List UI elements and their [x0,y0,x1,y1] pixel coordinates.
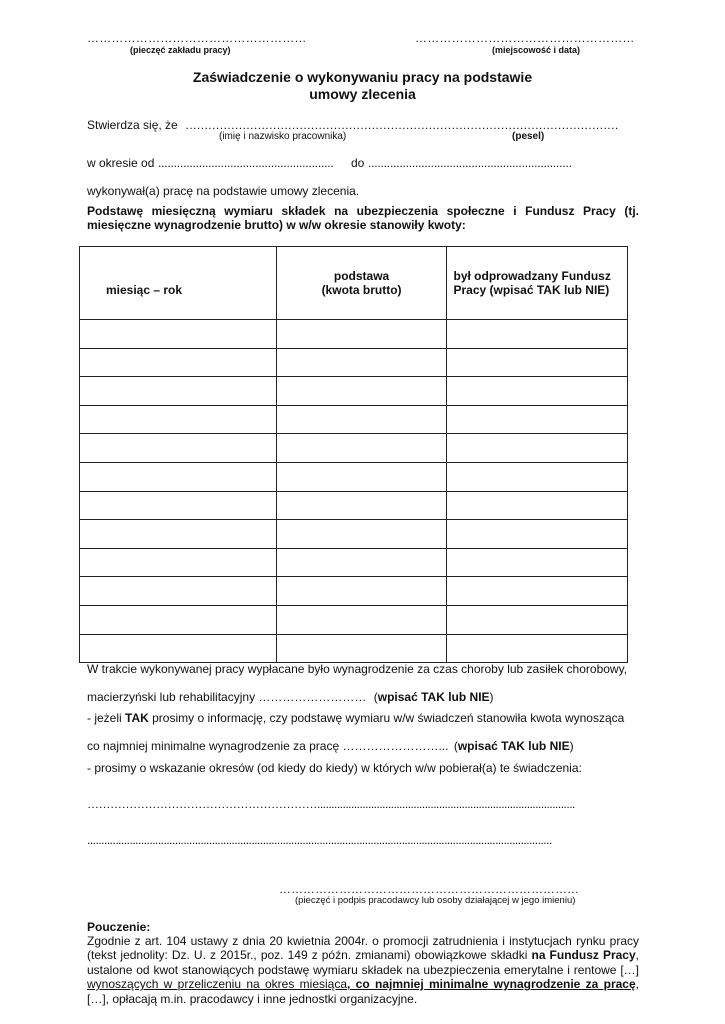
contributions-table [79,246,628,663]
signature-dots[interactable]: ………………………………………………………………… [279,882,579,896]
table-row [80,377,628,406]
sickness-line3-post: prosimy o informację, czy podstawę wymiaru w/w świadczeń stanowiła kwota wynosząca [148,711,625,725]
table-cell[interactable] [80,348,277,377]
notice-p1-bold: na Fundusz Pracy [531,948,636,963]
periods-dots-2[interactable]: .................................................................................................................................................................... [87,833,552,847]
basis-text: Podstawę miesięczną wymiaru składek na ubezpieczenia społeczne i Fundusz Pracy (tj. miesięczne wynagrodzenie brutto) w w/w okresie stanowiły kwoty: [87,204,639,233]
table-cell[interactable] [447,520,628,549]
period-from-label: w okresie od [87,156,155,170]
table-row [80,462,628,491]
table-row [80,348,628,377]
notice-p2-underline: wynoszących w przeliczeniu na okres miesiąca [87,977,348,992]
table-cell[interactable] [80,634,277,663]
sickness-line4-paren-close: ) [569,739,574,753]
table-row [80,548,628,577]
header-basis-line1: podstawa [333,269,390,283]
table-row [80,520,628,549]
signature-caption: (pieczęć i podpis pracodawcy lub osoby działającej w jego imieniu) [295,895,576,906]
header-month-year: miesiąc – rok [80,247,277,320]
place-date-dots[interactable]: ……………………………………………… [415,31,635,45]
stamp-caption: (pieczęć zakładu pracy) [130,45,231,55]
sickness-line4-hint: wpisać TAK lub NIE [457,739,570,753]
sickness-line2-text[interactable]: macierzyński lub rehabilitacyjny ……………………… [87,690,367,704]
document-title-line2: umowy zlecenia [309,86,416,102]
table-cell[interactable] [447,491,628,520]
notice-heading: Pouczenie: [87,920,151,934]
sickness-line4-text[interactable]: co najmniej minimalne wynagrodzenie za pracę ……………………... [87,739,449,753]
table-cell[interactable] [447,548,628,577]
table-cell[interactable] [276,577,447,606]
sickness-line5: - prosimy o wskazanie okresów (od kiedy do kiedy) w których w/w pobierał(a) te świadczenia: [87,761,582,775]
table-row [80,605,628,634]
table-row [80,320,628,349]
table-cell[interactable] [276,320,447,349]
table-cell[interactable] [276,462,447,491]
periods-dots-1[interactable]: ……………………………………………………........................................................................................... [87,797,575,811]
sickness-line3 [87,711,624,725]
sickness-line3-pre: - jeżeli [87,711,126,725]
table-cell[interactable] [80,405,277,434]
header-basis-line2: (kwota brutto) [321,283,402,297]
document-title-line1: Zaświadczenie o wykonywaniu pracy na podstawie [192,69,533,85]
table-row [80,434,628,463]
table-header-row [80,247,628,320]
header-fund [447,247,628,320]
worked-text: wykonywał(a) pracę na podstawie umowy zlecenia. [87,184,360,198]
table-cell[interactable] [447,462,628,491]
table-row [80,577,628,606]
table-cell[interactable] [80,434,277,463]
table-cell[interactable] [276,634,447,663]
table-row [80,634,628,663]
table-cell[interactable] [80,377,277,406]
notice-p1: Zgodnie z art. 104 ustawy z dnia 20 kwietnia 2004r. o promocji zatrudnienia i instytucjach rynku pracy (tekst jednolity: Dz. U. z 2015r., poz. 149 z późn. zmianami) obowiązkowe składki [87,934,639,963]
period-to-label: do [351,156,365,170]
period-to-dots[interactable]: ................................................................. [368,156,572,170]
table-cell[interactable] [80,320,277,349]
table-cell[interactable] [80,491,277,520]
sickness-line1: W trakcie wykonywanej pracy wypłacane było wynagrodzenie za czas choroby lub zasiłek chorobowy, [87,662,628,676]
table-cell[interactable] [276,605,447,634]
sickness-line3-bold: TAK [125,711,149,725]
table-cell[interactable] [447,434,628,463]
place-date-caption: (miejscowość i data) [492,45,581,55]
sickness-line2-paren-close: ) [489,690,494,704]
stwierdza-label: Stwierdza się, że [87,118,178,132]
table-cell[interactable] [80,548,277,577]
table-cell[interactable] [276,348,447,377]
table-cell[interactable] [447,348,628,377]
name-caption: (imię i nazwisko pracownika) [219,131,347,142]
table-cell[interactable] [276,434,447,463]
sickness-line2 [87,690,494,704]
notice-p4: ,[…], opłacają m.in. pracodawcy i inne jednostki organizacyjne. [87,977,639,1006]
header-fund-line2: Pracy (wpisać TAK lub NIE) [453,283,610,297]
table-cell[interactable] [276,520,447,549]
header-fund-line1: był odprowadzany Fundusz [453,269,611,283]
employee-name-dots[interactable]: …………………………………………………………………………………………………… [185,118,619,132]
table-cell[interactable] [447,605,628,634]
table-cell[interactable] [447,634,628,663]
notice-p2: , ustalone od kwot stanowiących podstawę wymiaru składek na ubezpieczenia emerytalne i rentowe […] [87,948,639,977]
table-cell[interactable] [447,577,628,606]
table-cell[interactable] [276,377,447,406]
table-cell[interactable] [276,405,447,434]
sickness-line2-hint: wpisać TAK lub NIE [377,690,490,704]
table-cell[interactable] [447,377,628,406]
table-cell[interactable] [80,605,277,634]
sickness-line4-paren-open: ( [453,739,458,753]
table-row [80,405,628,434]
table-cell[interactable] [447,320,628,349]
table-cell[interactable] [276,491,447,520]
period-from-dots[interactable]: ........................................................ [158,156,334,170]
sickness-line4 [87,739,574,753]
sickness-line2-paren-open: ( [373,690,378,704]
notice-body [87,934,639,1006]
table-cell[interactable] [276,548,447,577]
stamp-dots[interactable]: ……………………………………………… [87,31,307,45]
notice-p3-bold-underline: , co najmniej minimalne wynagrodzenie za pracę [347,977,636,992]
header-basis [276,247,447,320]
table-cell[interactable] [80,520,277,549]
table-cell[interactable] [80,462,277,491]
table-cell[interactable] [80,577,277,606]
pesel-caption: (pesel) [512,131,545,142]
table-cell[interactable] [447,405,628,434]
table-row [80,491,628,520]
